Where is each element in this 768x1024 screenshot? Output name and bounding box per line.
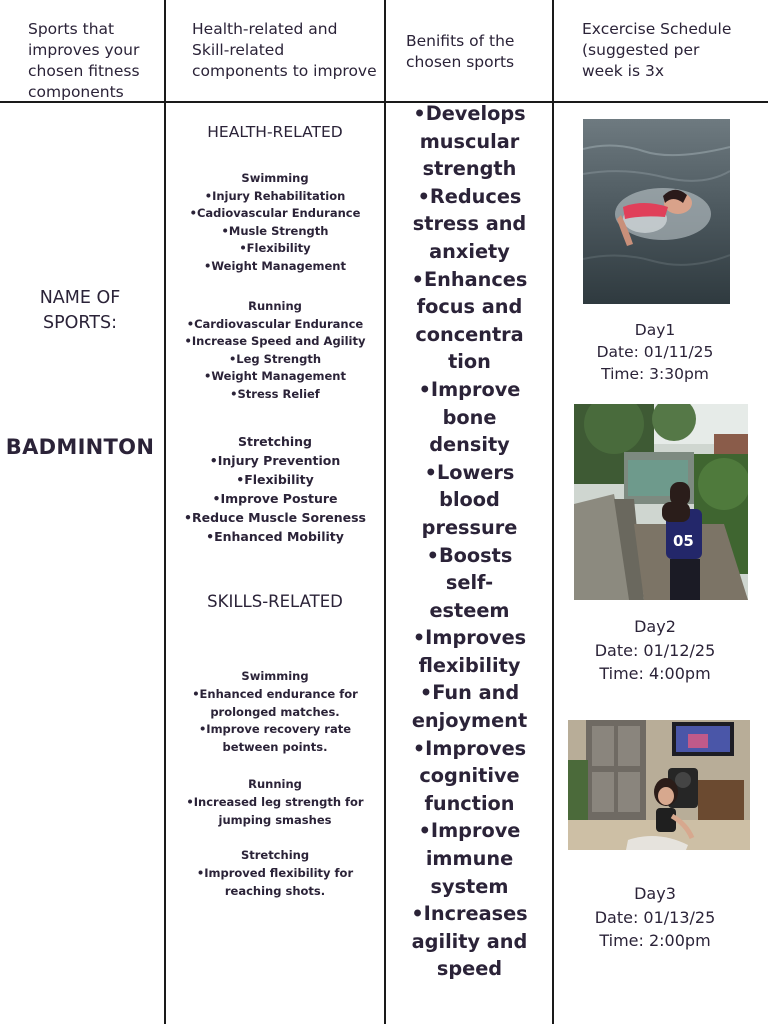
benefit-line: concentra bbox=[415, 322, 524, 346]
list-item: •Cardiovascular Endurance bbox=[186, 316, 364, 331]
benefit-line: •Lowers bbox=[424, 460, 515, 484]
list-item: •Flexibility bbox=[239, 241, 311, 255]
benefit-line: enjoyment bbox=[411, 709, 528, 733]
benefit-line: speed bbox=[436, 957, 503, 981]
day-time: Time: 3:30pm bbox=[601, 365, 709, 383]
list-item: •Cadiovascular Endurance bbox=[189, 206, 361, 220]
list-item: •Enhanced endurance for bbox=[192, 686, 358, 701]
sport-label-line: SPORTS: bbox=[42, 313, 118, 333]
benefit-line: focus and bbox=[416, 295, 523, 319]
benefit-line: self- bbox=[445, 571, 494, 595]
header-components bbox=[192, 19, 377, 82]
header-sports-line: improves your bbox=[28, 41, 140, 59]
sport-label-line: NAME OF bbox=[39, 288, 121, 308]
header-sports-line: components bbox=[28, 83, 124, 101]
header-sports-line: chosen fitness bbox=[28, 62, 140, 80]
activity-title: Stretching bbox=[237, 434, 313, 449]
list-item: prolonged matches. bbox=[210, 704, 340, 719]
activity-title: Running bbox=[248, 777, 302, 791]
benefit-line: function bbox=[424, 791, 515, 815]
swimming-photo bbox=[583, 119, 730, 304]
benefit-line: muscular bbox=[419, 129, 520, 153]
benefit-line: flexibility bbox=[418, 653, 521, 677]
schedule-day1 bbox=[555, 319, 755, 385]
activity-title: Running bbox=[248, 299, 302, 313]
stretching-photo bbox=[568, 720, 750, 850]
header-sports-line: Sports that bbox=[28, 20, 115, 38]
benefit-line: blood bbox=[439, 488, 500, 512]
list-item: •Flexibility bbox=[236, 472, 314, 487]
health-related-title: HEALTH-RELATED bbox=[207, 123, 343, 141]
benefit-line: •Improves bbox=[412, 736, 527, 760]
list-item: •Increase Speed and Agility bbox=[184, 334, 366, 348]
header-schedule bbox=[582, 19, 731, 82]
list-item: •Enhanced Mobility bbox=[206, 529, 344, 544]
header-schedule-line: (suggested per bbox=[582, 41, 700, 59]
list-item: •Weight Management bbox=[204, 369, 346, 383]
benefit-line: anxiety bbox=[429, 239, 510, 263]
list-item: between points. bbox=[222, 740, 328, 755]
list-item: reaching shots. bbox=[224, 883, 326, 898]
schedule-day2 bbox=[555, 615, 755, 686]
column-divider-2 bbox=[384, 0, 386, 1024]
header-sports bbox=[28, 19, 140, 103]
list-item: •Weight Management bbox=[204, 258, 346, 273]
header-schedule-line: week is 3x bbox=[582, 62, 664, 80]
benefit-line: bone bbox=[442, 405, 497, 429]
sport-name-label bbox=[0, 286, 160, 336]
header-components-line: Skill-related bbox=[192, 41, 285, 59]
benefit-line: •Improve bbox=[418, 819, 521, 843]
list-item: •Reduce Muscle Soreness bbox=[184, 510, 366, 525]
list-item: •Injury Prevention bbox=[209, 453, 341, 468]
list-item: •Improved flexibility for bbox=[196, 865, 354, 880]
column-divider-3 bbox=[552, 0, 554, 1024]
list-item: •Leg Strength bbox=[228, 351, 322, 366]
day-label: Day1 bbox=[634, 321, 676, 339]
day-label: Day2 bbox=[634, 617, 676, 636]
activity-title: Swimming bbox=[241, 171, 309, 185]
day-date: Date: 01/13/25 bbox=[594, 907, 716, 927]
list-item: •Musle Strength bbox=[221, 223, 329, 238]
schedule-day3 bbox=[555, 882, 755, 953]
list-item: •Injury Rehabilitation bbox=[204, 188, 346, 203]
header-benefits bbox=[406, 31, 514, 73]
skills-swimming-block bbox=[166, 668, 384, 757]
sport-name: BADMINTON bbox=[5, 435, 155, 459]
benefit-line: tion bbox=[448, 350, 491, 374]
day-date: Date: 01/11/25 bbox=[596, 343, 714, 361]
benefit-line: stress and bbox=[412, 212, 527, 236]
header-components-line: Health-related and bbox=[192, 20, 338, 38]
benefit-line: •Reduces bbox=[417, 184, 522, 208]
benefit-line: •Fun and bbox=[419, 681, 520, 705]
running-photo bbox=[574, 404, 748, 600]
benefit-line: strength bbox=[422, 157, 517, 181]
benefit-line: pressure bbox=[421, 515, 518, 539]
day-date: Date: 01/12/25 bbox=[594, 640, 716, 660]
header-benefits-line: Benifits of the bbox=[406, 32, 515, 50]
jersey-number: 05 bbox=[673, 532, 694, 550]
benefit-line: •Boosts bbox=[426, 543, 513, 567]
list-item: •Improve recovery rate bbox=[198, 722, 352, 737]
list-item: •Stress Relief bbox=[230, 386, 320, 401]
benefit-line: density bbox=[429, 433, 510, 457]
benefit-line: •Improve bbox=[418, 377, 521, 401]
header-benefits-line: chosen sports bbox=[406, 53, 515, 71]
day-time: Time: 2:00pm bbox=[599, 931, 711, 950]
benefit-line: esteem bbox=[429, 598, 510, 622]
skills-related-title: SKILLS-RELATED bbox=[207, 592, 343, 611]
skills-stretching-block bbox=[166, 847, 384, 900]
activity-title: Swimming bbox=[241, 669, 309, 683]
benefit-line: •Increases bbox=[411, 902, 528, 926]
health-running-block bbox=[166, 298, 384, 403]
benefits-list bbox=[387, 100, 552, 983]
benefit-line: immune bbox=[425, 847, 514, 871]
benefit-line: system bbox=[430, 874, 509, 898]
day-time: Time: 4:00pm bbox=[599, 664, 711, 683]
list-item: •Improve Posture bbox=[212, 491, 338, 506]
health-swimming-block bbox=[166, 170, 384, 275]
header-components-line: components to improve bbox=[192, 62, 377, 80]
activity-title: Stretching bbox=[240, 848, 310, 862]
day-label: Day3 bbox=[634, 884, 676, 903]
benefit-line: •Enhances bbox=[411, 267, 528, 291]
skills-running-block bbox=[166, 776, 384, 829]
header-schedule-line: Excercise Schedule bbox=[582, 20, 732, 38]
benefit-line: agility and bbox=[411, 929, 528, 953]
list-item: •Increased leg strength for bbox=[186, 794, 364, 809]
health-stretching-block bbox=[166, 432, 384, 546]
list-item: jumping smashes bbox=[218, 812, 332, 827]
benefit-line: •Develops bbox=[413, 102, 526, 125]
benefit-line: cognitive bbox=[419, 764, 520, 788]
benefit-line: •Improves bbox=[412, 626, 527, 650]
